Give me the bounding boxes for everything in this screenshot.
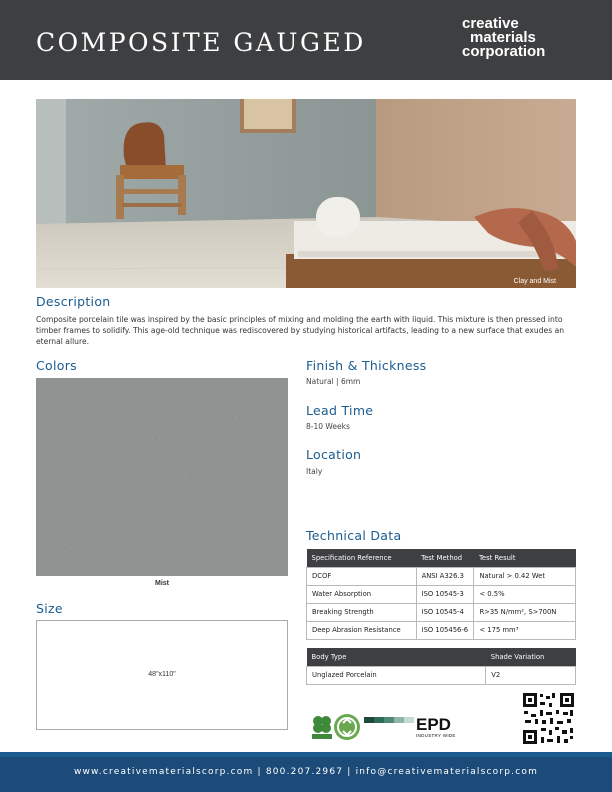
epd-subtitle: INDUSTRY WIDE — [416, 733, 456, 738]
footer-website-link[interactable]: www.creativematerialscorp.com — [73, 767, 254, 777]
footer-separator: | — [347, 767, 352, 777]
footer-contact — [0, 767, 612, 777]
table-cell: < 0.5% — [474, 585, 576, 603]
epd-logo: EPD — [416, 715, 451, 734]
table-row — [307, 585, 576, 603]
table-header-cell: Specification Reference — [307, 549, 417, 567]
table-row — [307, 603, 576, 621]
table-header-cell: Test Method — [416, 549, 474, 567]
swatch-label: Mist — [155, 580, 169, 587]
qr-code-icon — [522, 692, 575, 745]
color-swatch-mist — [36, 378, 288, 576]
hero-caption: Clay and Mist — [513, 278, 556, 285]
lead-time-heading: Lead Time — [306, 403, 374, 418]
table-cell: V2 — [486, 666, 576, 684]
body-type-table — [306, 648, 576, 685]
company-logo — [462, 17, 545, 59]
logo-line-1: creative — [462, 15, 519, 32]
table-cell: Deep Abrasion Resistance — [307, 621, 417, 639]
table-header-cell: Body Type — [307, 648, 486, 666]
hero-image — [36, 99, 576, 288]
table-header-row — [307, 648, 576, 666]
tcna-clover-icon — [311, 714, 333, 740]
footer-separator: | — [257, 767, 262, 777]
size-heading: Size — [36, 601, 63, 616]
swatch-texture — [36, 378, 288, 576]
size-value: 48"x110" — [148, 671, 176, 678]
technical-data-table — [306, 549, 576, 640]
location-value: Italy — [306, 467, 323, 476]
technical-heading: Technical Data — [306, 528, 402, 543]
recycle-badge-icon — [333, 713, 361, 741]
description-heading: Description — [36, 294, 111, 309]
logo-line-3: corporation — [462, 43, 546, 60]
room-scene-illustration — [36, 99, 576, 288]
table-cell: ANSI A326.3 — [416, 567, 474, 585]
table-cell: Unglazed Porcelain — [307, 666, 486, 684]
table-cell: < 175 mm³ — [474, 621, 576, 639]
table-cell: R>35 N/mm², S>700N — [474, 603, 576, 621]
description-text: Composite porcelain tile was inspired by the basic principles of mixing and molding the earth with liquid. This mixture is then pressed into timber frames to solidify. This age-old technique was rediscovered by studying historical artifacts, leading to a new surface that exudes an eternal allure. — [36, 315, 565, 346]
logo-line-2: materials — [470, 29, 536, 46]
epd-color-bar-icon — [364, 717, 414, 723]
colors-heading: Colors — [36, 358, 77, 373]
table-row — [307, 567, 576, 585]
table-header-cell: Shade Variation — [486, 648, 576, 666]
footer-email-link[interactable]: info@creativematerialscorp.com — [355, 767, 539, 777]
header-bar — [0, 0, 612, 80]
table-cell: ISO 10545-3 — [416, 585, 474, 603]
table-row — [307, 666, 576, 684]
table-header-row — [307, 549, 576, 567]
location-heading: Location — [306, 447, 362, 462]
size-diagram — [36, 620, 288, 730]
finish-heading: Finish & Thickness — [306, 358, 427, 373]
footer-bar — [0, 757, 612, 792]
page-title: COMPOSITE GAUGED — [36, 28, 366, 57]
table-cell: ISO 10545-4 — [416, 603, 474, 621]
table-cell: Breaking Strength — [307, 603, 417, 621]
table-header-cell: Test Result — [474, 549, 576, 567]
table-cell: ISO 105456-6 — [416, 621, 474, 639]
table-cell: DCOF — [307, 567, 417, 585]
table-row — [307, 621, 576, 639]
footer-phone-link[interactable]: 800.207.2967 — [265, 767, 344, 777]
table-cell: Water Absorption — [307, 585, 417, 603]
finish-value: Natural | 6mm — [306, 377, 361, 386]
table-cell: Natural > 0.42 Wet — [474, 567, 576, 585]
lead-time-value: 8-10 Weeks — [306, 422, 350, 431]
